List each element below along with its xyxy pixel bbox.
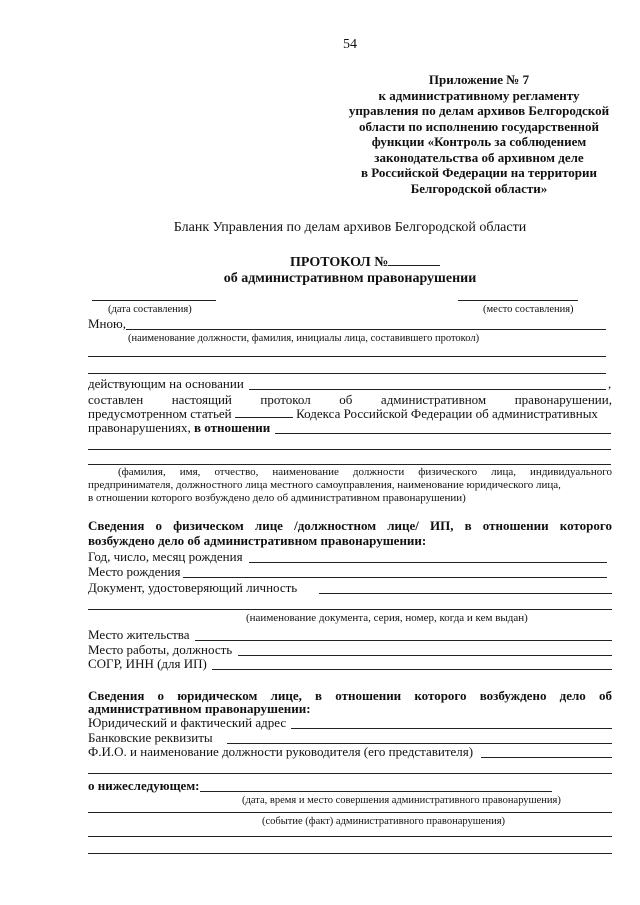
word: отчество, (214, 466, 259, 478)
blank-line[interactable] (88, 836, 612, 837)
word: лице, (270, 688, 302, 703)
page-number: 54 (343, 37, 357, 52)
in-respect-label: в отношении (194, 420, 271, 435)
in-respect-blank[interactable] (275, 433, 611, 434)
word: ИП, (429, 518, 454, 533)
compiled-line (88, 392, 612, 407)
blank-line[interactable] (88, 464, 611, 465)
birth-date-blank[interactable] (249, 562, 607, 563)
word: Сведения (88, 688, 145, 703)
appendix-line: области по исполнению государственной (359, 118, 599, 134)
word: лице (254, 518, 283, 533)
by-me-label: Мною, (88, 316, 126, 331)
acting-basis-label: действующим на основании (88, 376, 244, 391)
blank-line[interactable] (88, 773, 612, 774)
word: физическом (173, 518, 244, 533)
word: имя, (179, 466, 201, 478)
offenses-text: правонарушениях, (88, 420, 191, 435)
head-name-blank[interactable] (481, 757, 612, 758)
following-blank[interactable] (200, 791, 552, 792)
appendix-line: в Российской Федерации на территории (360, 165, 598, 180)
date-blank[interactable] (92, 300, 216, 301)
word: о (157, 688, 165, 703)
id-document-label: Документ, удостоверяющий личность (88, 580, 298, 595)
protocol-number-blank[interactable] (388, 254, 440, 266)
word: Сведения (88, 518, 145, 533)
workplace-label: Место работы, должность (88, 642, 233, 657)
birth-place-blank[interactable] (183, 577, 607, 578)
word: настоящий (171, 392, 232, 407)
date-hint: (дата составления) (108, 304, 192, 315)
word: юридическом (177, 688, 258, 703)
article-pre: предусмотренном статьей (88, 406, 232, 421)
word: правонарушении, (514, 392, 612, 407)
id-document-hint: (наименование документа, серия, номер, когда и кем выдан) (246, 612, 528, 624)
blank-line[interactable] (88, 356, 606, 357)
article-line (88, 406, 598, 421)
protocol-title (290, 254, 440, 270)
birth-place-label: Место рождения (88, 564, 181, 579)
appendix-header (326, 72, 632, 196)
word: дело (559, 688, 586, 703)
blank-line[interactable] (88, 853, 612, 854)
person-hint-line2: предпринимателя, должностного лица местного самоуправления, наименование юридического лица, (88, 479, 561, 491)
place-hint: (место составления) (483, 304, 574, 315)
word: административном (380, 392, 487, 407)
offenses-line (88, 420, 270, 435)
word: наименование (272, 466, 339, 478)
article-number-blank[interactable] (235, 406, 293, 418)
head-name-label: Ф.И.О. и наименование должности руководителя (его представителя) (88, 744, 474, 759)
birth-date-label: Год, число, месяц рождения (88, 549, 243, 564)
individual-heading-line2: возбуждено дело об административном правонарушении: (88, 533, 427, 548)
word: физического (418, 466, 478, 478)
article-post: Кодекса Российской Федерации об административных (296, 406, 598, 421)
individual-heading-line1 (88, 518, 612, 533)
by-me-hint: (наименование должности, фамилия, инициалы лица, составившего протокол) (128, 333, 480, 344)
blank-line[interactable] (88, 812, 612, 813)
appendix-line: управления по делам архивов Белгородской (348, 103, 610, 118)
protocol-title-text: ПРОТОКОЛ № (290, 255, 389, 270)
legal-address-label: Юридический и фактический адрес (88, 715, 287, 730)
id-document-blank[interactable] (319, 593, 612, 594)
workplace-blank[interactable] (238, 655, 612, 656)
appendix-line: к административному регламенту (378, 87, 580, 103)
comma: , (608, 376, 612, 391)
word: возбуждено (479, 688, 547, 703)
acting-basis-blank[interactable] (249, 389, 606, 390)
word: об (598, 688, 612, 703)
protocol-subtitle: об административном правонарушении (223, 271, 477, 286)
word: лица, (491, 466, 517, 478)
bank-details-label: Банковские реквизиты (88, 730, 213, 745)
blank-line[interactable] (88, 609, 612, 610)
residence-blank[interactable] (195, 640, 612, 641)
word: которого (414, 688, 467, 703)
word: должности (352, 466, 405, 478)
blank-title: Бланк Управления по делам архивов Белгородской области (173, 220, 527, 235)
word: отношении (335, 688, 402, 703)
word: (фамилия, (118, 466, 166, 478)
word: протокол (260, 392, 311, 407)
appendix-line: законодательства об архивном деле (374, 149, 584, 165)
word: в (464, 518, 472, 533)
event-datetime-hint: (дата, время и место совершения административного правонарушения) (242, 795, 561, 806)
appendix-line: функции «Контроль за соблюдением (371, 134, 587, 149)
person-hint-line3: в отношении которого возбуждено дело об административном правонарушении) (88, 492, 466, 504)
word: в (315, 688, 323, 703)
word: которого (559, 518, 612, 533)
word: отношении (482, 518, 549, 533)
word: о (155, 518, 162, 533)
sogr-inn-blank[interactable] (212, 669, 612, 670)
word: составлен (88, 392, 144, 407)
blank-line[interactable] (88, 373, 606, 374)
residence-label: Место жительства (88, 627, 190, 642)
legal-address-blank[interactable] (291, 728, 612, 729)
word: индивидуального (530, 466, 612, 478)
sogr-inn-label: СОГР, ИНН (для ИП) (88, 656, 207, 671)
following-label: о нижеследующем: (88, 778, 200, 793)
blank-line[interactable] (88, 449, 611, 450)
appendix-line: Приложение № 7 (428, 72, 530, 87)
person-hint-line1 (118, 466, 612, 479)
place-blank[interactable] (458, 300, 578, 301)
word: /должностном (294, 518, 377, 533)
word: лице/ (387, 518, 419, 533)
event-fact-hint: (событие (факт) административного правонарушения) (262, 816, 506, 827)
appendix-line: Белгородской области» (410, 180, 548, 196)
legal-heading-line2: административном правонарушении: (88, 701, 311, 716)
by-me-blank[interactable] (126, 329, 606, 330)
word: об (339, 392, 353, 407)
